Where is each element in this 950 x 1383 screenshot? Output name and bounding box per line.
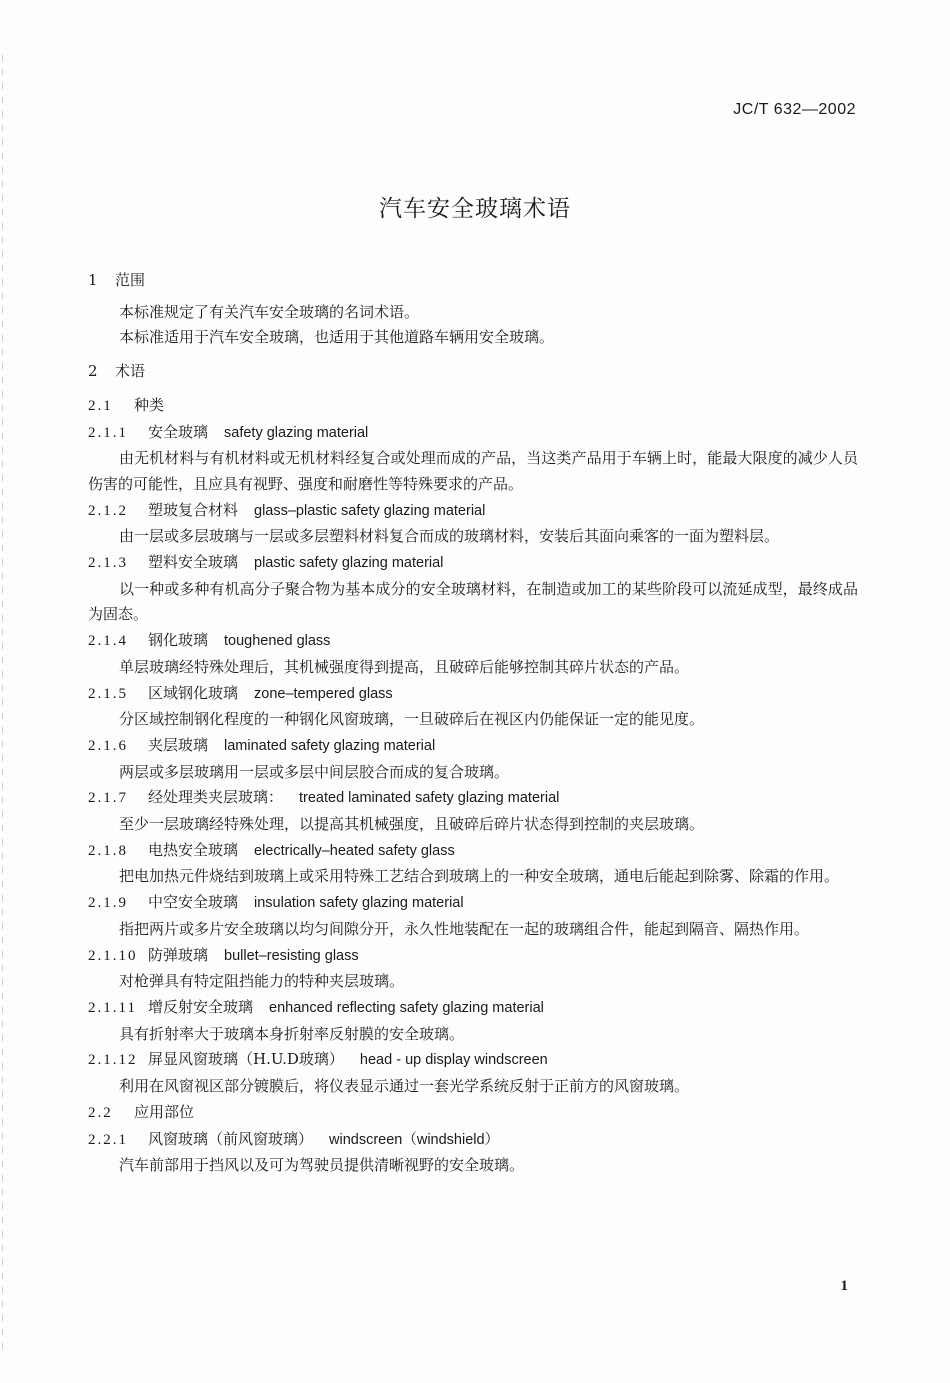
subsection-heading-types xyxy=(88,393,858,420)
term-chinese: 钢化玻璃 xyxy=(148,631,209,650)
document-body xyxy=(88,268,858,1179)
term-definition: 把电加热元件烧结到玻璃上或采用特殊工艺结合到玻璃上的一种安全玻璃，通电后能起到除雾、除霜的作用。 xyxy=(119,867,840,886)
term-entry-heading xyxy=(88,628,858,655)
term-number: 2.1.12 xyxy=(88,1052,138,1069)
term-number: 2.1.8 xyxy=(88,842,128,859)
term-number: 2.1.2 xyxy=(88,502,128,519)
scan-margin-line xyxy=(2,55,3,1355)
term-definition: 汽车前部用于挡风以及可为驾驶员提供清晰视野的安全玻璃。 xyxy=(119,1156,525,1175)
term-definition: 对枪弹具有特定阻挡能力的特种夹层玻璃。 xyxy=(119,972,405,991)
term-number: 2.1.4 xyxy=(88,633,128,650)
term-chinese: 电热安全玻璃 xyxy=(148,840,239,859)
term-english: toughened glass xyxy=(224,633,331,650)
term-english: bullet–resisting glass xyxy=(224,947,359,964)
term-chinese: 区域钢化玻璃 xyxy=(148,683,239,702)
term-number: 2.2.1 xyxy=(88,1131,128,1148)
subsection-number: 2.1 xyxy=(88,397,113,414)
term-number: 2.1.6 xyxy=(88,737,128,754)
term-number: 2.1.3 xyxy=(88,555,128,572)
paragraph: 本标准适用于汽车安全玻璃，也适用于其他道路车辆用安全玻璃。 xyxy=(119,328,555,347)
term-english: treated laminated safety glazing material xyxy=(299,790,560,807)
section-number: 1 xyxy=(88,271,98,289)
section-title: 范围 xyxy=(115,271,146,289)
term-number: 2.1.1 xyxy=(88,424,128,441)
term-chinese: 经处理类夹层玻璃： xyxy=(148,788,284,807)
term-number: 2.1.10 xyxy=(88,947,138,964)
term-chinese: 夹层玻璃 xyxy=(148,735,209,754)
term-definition: 以一种或多种有机高分子聚合物为基本成分的安全玻璃材料，在制造或加工的某些阶段可以流延成型，最终成品为固态。 xyxy=(88,579,858,624)
term-english: head - up display windscreen xyxy=(359,1052,548,1069)
term-english: electrically–heated safety glass xyxy=(254,842,455,859)
term-english: enhanced reflecting safety glazing material xyxy=(269,999,544,1016)
term-chinese: 增反射安全玻璃 xyxy=(148,997,254,1016)
subsection-number: 2.2 xyxy=(88,1104,113,1121)
term-english: glass–plastic safety glazing material xyxy=(254,502,486,519)
term-number: 2.1.7 xyxy=(88,790,128,807)
term-english: safety glazing material xyxy=(224,424,369,441)
term-chinese: 安全玻璃 xyxy=(148,422,209,441)
term-definition: 由无机材料与有机材料或无机材料经复合或处理而成的产品，当这类产品用于车辆上时，能最大限度的减少人员伤害的可能性，且应具有视野、强度和耐磨性等特殊要求的产品。 xyxy=(88,449,858,493)
term-english: windscreen（windshield） xyxy=(329,1131,500,1148)
term-english: zone–tempered glass xyxy=(254,685,393,702)
term-entry-heading xyxy=(88,1127,858,1154)
term-entry-heading xyxy=(88,943,858,970)
term-entry-heading xyxy=(88,733,858,760)
section-title: 术语 xyxy=(115,362,146,381)
standard-code: JC/T 632—2002 xyxy=(733,101,856,118)
section-heading-terms xyxy=(88,359,858,385)
term-definition: 至少一层玻璃经特殊处理，以提高其机械强度，且破碎后碎片状态得到控制的夹层玻璃。 xyxy=(119,815,705,834)
term-english: plastic safety glazing material xyxy=(254,555,444,572)
term-entry-heading xyxy=(88,785,858,812)
term-list-types xyxy=(88,420,858,1100)
term-number: 2.1.11 xyxy=(88,999,137,1016)
term-chinese: 塑玻复合材料 xyxy=(148,500,239,519)
term-definition: 利用在风窗视区部分镀膜后，将仪表显示通过一套光学系统反射于正前方的风窗玻璃。 xyxy=(119,1077,690,1096)
term-entry-heading xyxy=(88,550,858,577)
term-chinese: 风窗玻璃（前风窗玻璃） xyxy=(148,1129,314,1148)
term-entry-heading xyxy=(88,420,858,447)
term-definition: 两层或多层玻璃用一层或多层中间层胶合而成的复合玻璃。 xyxy=(119,762,510,781)
document-title: 汽车安全玻璃术语 xyxy=(379,196,571,222)
subsection-title: 应用部位 xyxy=(134,1102,195,1121)
term-entry-heading xyxy=(88,995,858,1022)
paragraph: 本标准规定了有关汽车安全玻璃的名词术语。 xyxy=(119,302,420,321)
term-entry-heading xyxy=(88,1047,858,1074)
subsection-heading-applications xyxy=(88,1100,858,1127)
term-entry-heading xyxy=(88,890,858,917)
term-entry-heading xyxy=(88,498,858,525)
term-definition: 由一层或多层玻璃与一层或多层塑料材料复合而成的玻璃材料，安装后其面向乘客的一面为塑料层。 xyxy=(119,527,780,546)
section-heading-scope xyxy=(88,268,858,294)
term-list-applications xyxy=(88,1127,858,1179)
term-english: laminated safety glazing material xyxy=(224,737,436,754)
section-number: 2 xyxy=(88,362,98,381)
term-chinese: 中空安全玻璃 xyxy=(148,893,239,912)
term-definition: 指把两片或多片安全玻璃以均匀间隙分开，永久性地装配在一起的玻璃组合件，能起到隔音、隔热作用。 xyxy=(119,919,810,938)
term-chinese: 屏显风窗玻璃（H.U.D玻璃） xyxy=(148,1050,344,1069)
term-entry-heading xyxy=(88,838,858,865)
term-number: 2.1.5 xyxy=(88,685,128,702)
term-chinese: 塑料安全玻璃 xyxy=(148,553,239,572)
term-definition: 分区域控制钢化程度的一种钢化风窗玻璃，一旦破碎后在视区内仍能保证一定的能见度。 xyxy=(119,710,705,729)
term-definition: 单层玻璃经特殊处理后，其机械强度得到提高，且破碎后能够控制其碎片状态的产品。 xyxy=(119,657,690,676)
term-number: 2.1.9 xyxy=(88,895,128,912)
page-number: 1 xyxy=(840,1278,848,1294)
term-chinese: 防弹玻璃 xyxy=(148,945,209,964)
subsection-title: 种类 xyxy=(134,395,165,414)
term-definition: 具有折射率大于玻璃本身折射率反射膜的安全玻璃。 xyxy=(119,1024,465,1043)
term-entry-heading xyxy=(88,681,858,708)
term-english: insulation safety glazing material xyxy=(254,895,464,912)
